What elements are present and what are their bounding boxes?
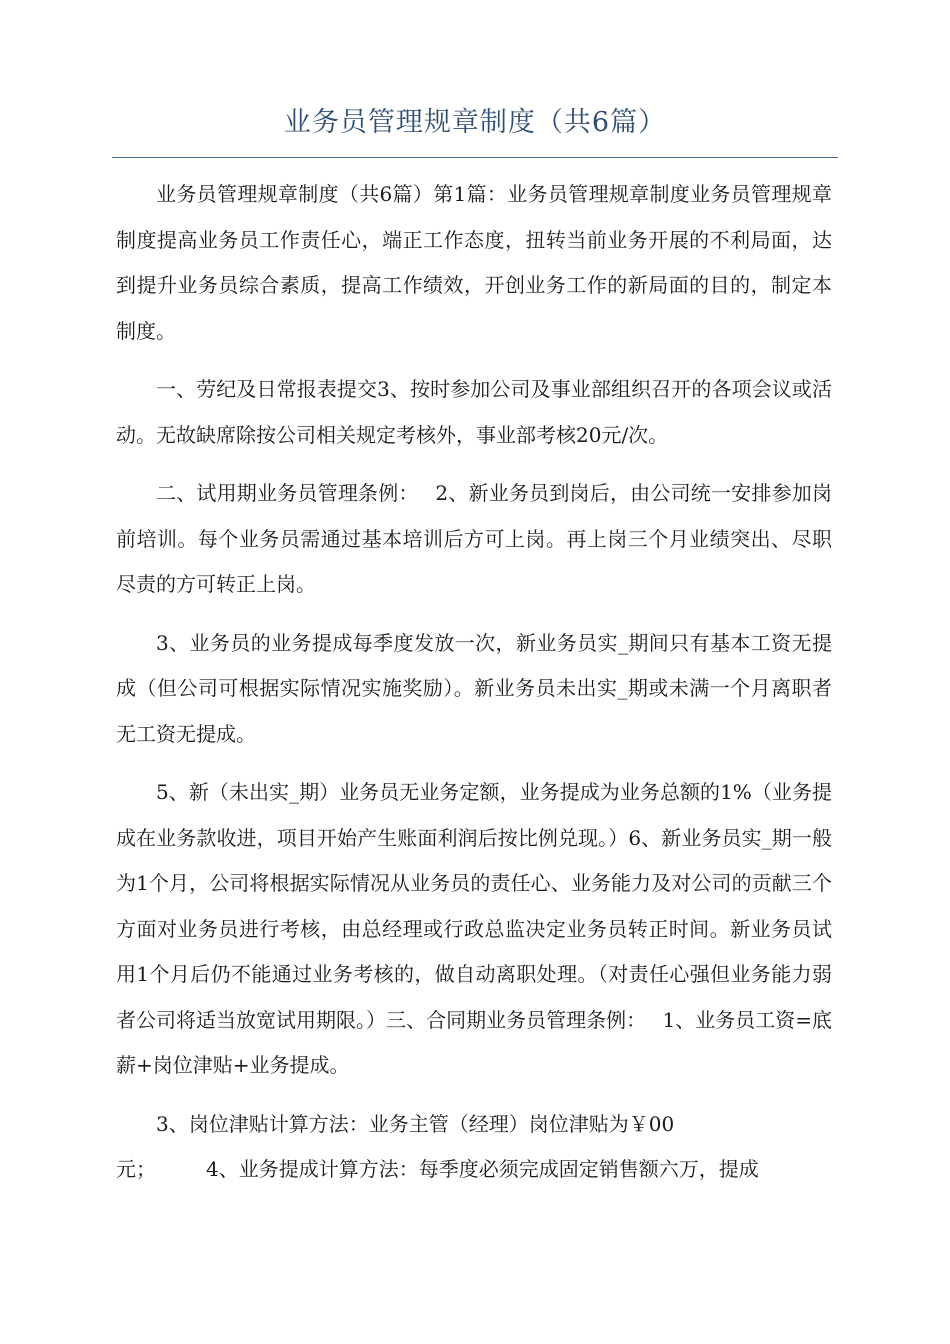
paragraph-commission: 3、业务员的业务提成每季度发放一次，新业务员实_期间只有基本工资无提成（但公司可根据实际情况实施奖励）。新业务员未出实_期或未满一个月离职者无工资无提成。: [116, 630, 832, 746]
paragraph-allowance-continued: 元； 4、业务提成计算方法：每季度必须完成固定销售额六万，提成: [116, 1157, 759, 1181]
paragraph-allowance: 3、岗位津贴计算方法：业务主管（经理）岗位津贴为￥00: [156, 1111, 675, 1136]
title-divider: [112, 157, 838, 158]
paragraph-new-staff: 5、新（未出实_期）业务员无业务定额，业务提成为业务总额的1%（业务提成在业务款收进，项目开始产生账面利润后按比例兑现。）6、新业务员实_期一般为1个月，公司将根据实际情况从业务员的责任心、业务能力及对公司的贡献三个方面对业务员进行考核，由总经理或行政总监决定业务员转正时间。新业务员试用1个月后仍不能通过业务考核的，做自动离职处理。（对责任心强但业务能力弱者公司将适当放宽试用期限。）三、合同期业务员管理条例： 1、业务员工资=底薪+岗位津贴+业务提成。: [116, 780, 832, 1077]
paragraph-discipline: 一、劳纪及日常报表提交3、按时参加公司及事业部组织召开的各项会议或活动。无故缺席除按公司相关规定考核外，事业部考核20元/次。: [116, 377, 832, 447]
document-title: 业务员管理规章制度（共6篇）: [283, 107, 667, 138]
paragraph-probation: 二、试用期业务员管理条例： 2、新业务员到岗后，由公司统一安排参加岗前培训。每个业务员需通过基本培训后方可上岗。再上岗三个月业绩突出、尽职尽责的方可转正上岗。: [116, 481, 832, 596]
document-body: [116, 172, 832, 1193]
paragraph-intro: 业务员管理规章制度（共6篇）第1篇：业务员管理规章制度业务员管理规章制度提高业务员工作责任心，端正工作态度，扭转当前业务开展的不利局面，达到提升业务员综合素质，提高工作绩效，开创业务工作的新局面的目的，制定本制度。: [116, 182, 832, 343]
